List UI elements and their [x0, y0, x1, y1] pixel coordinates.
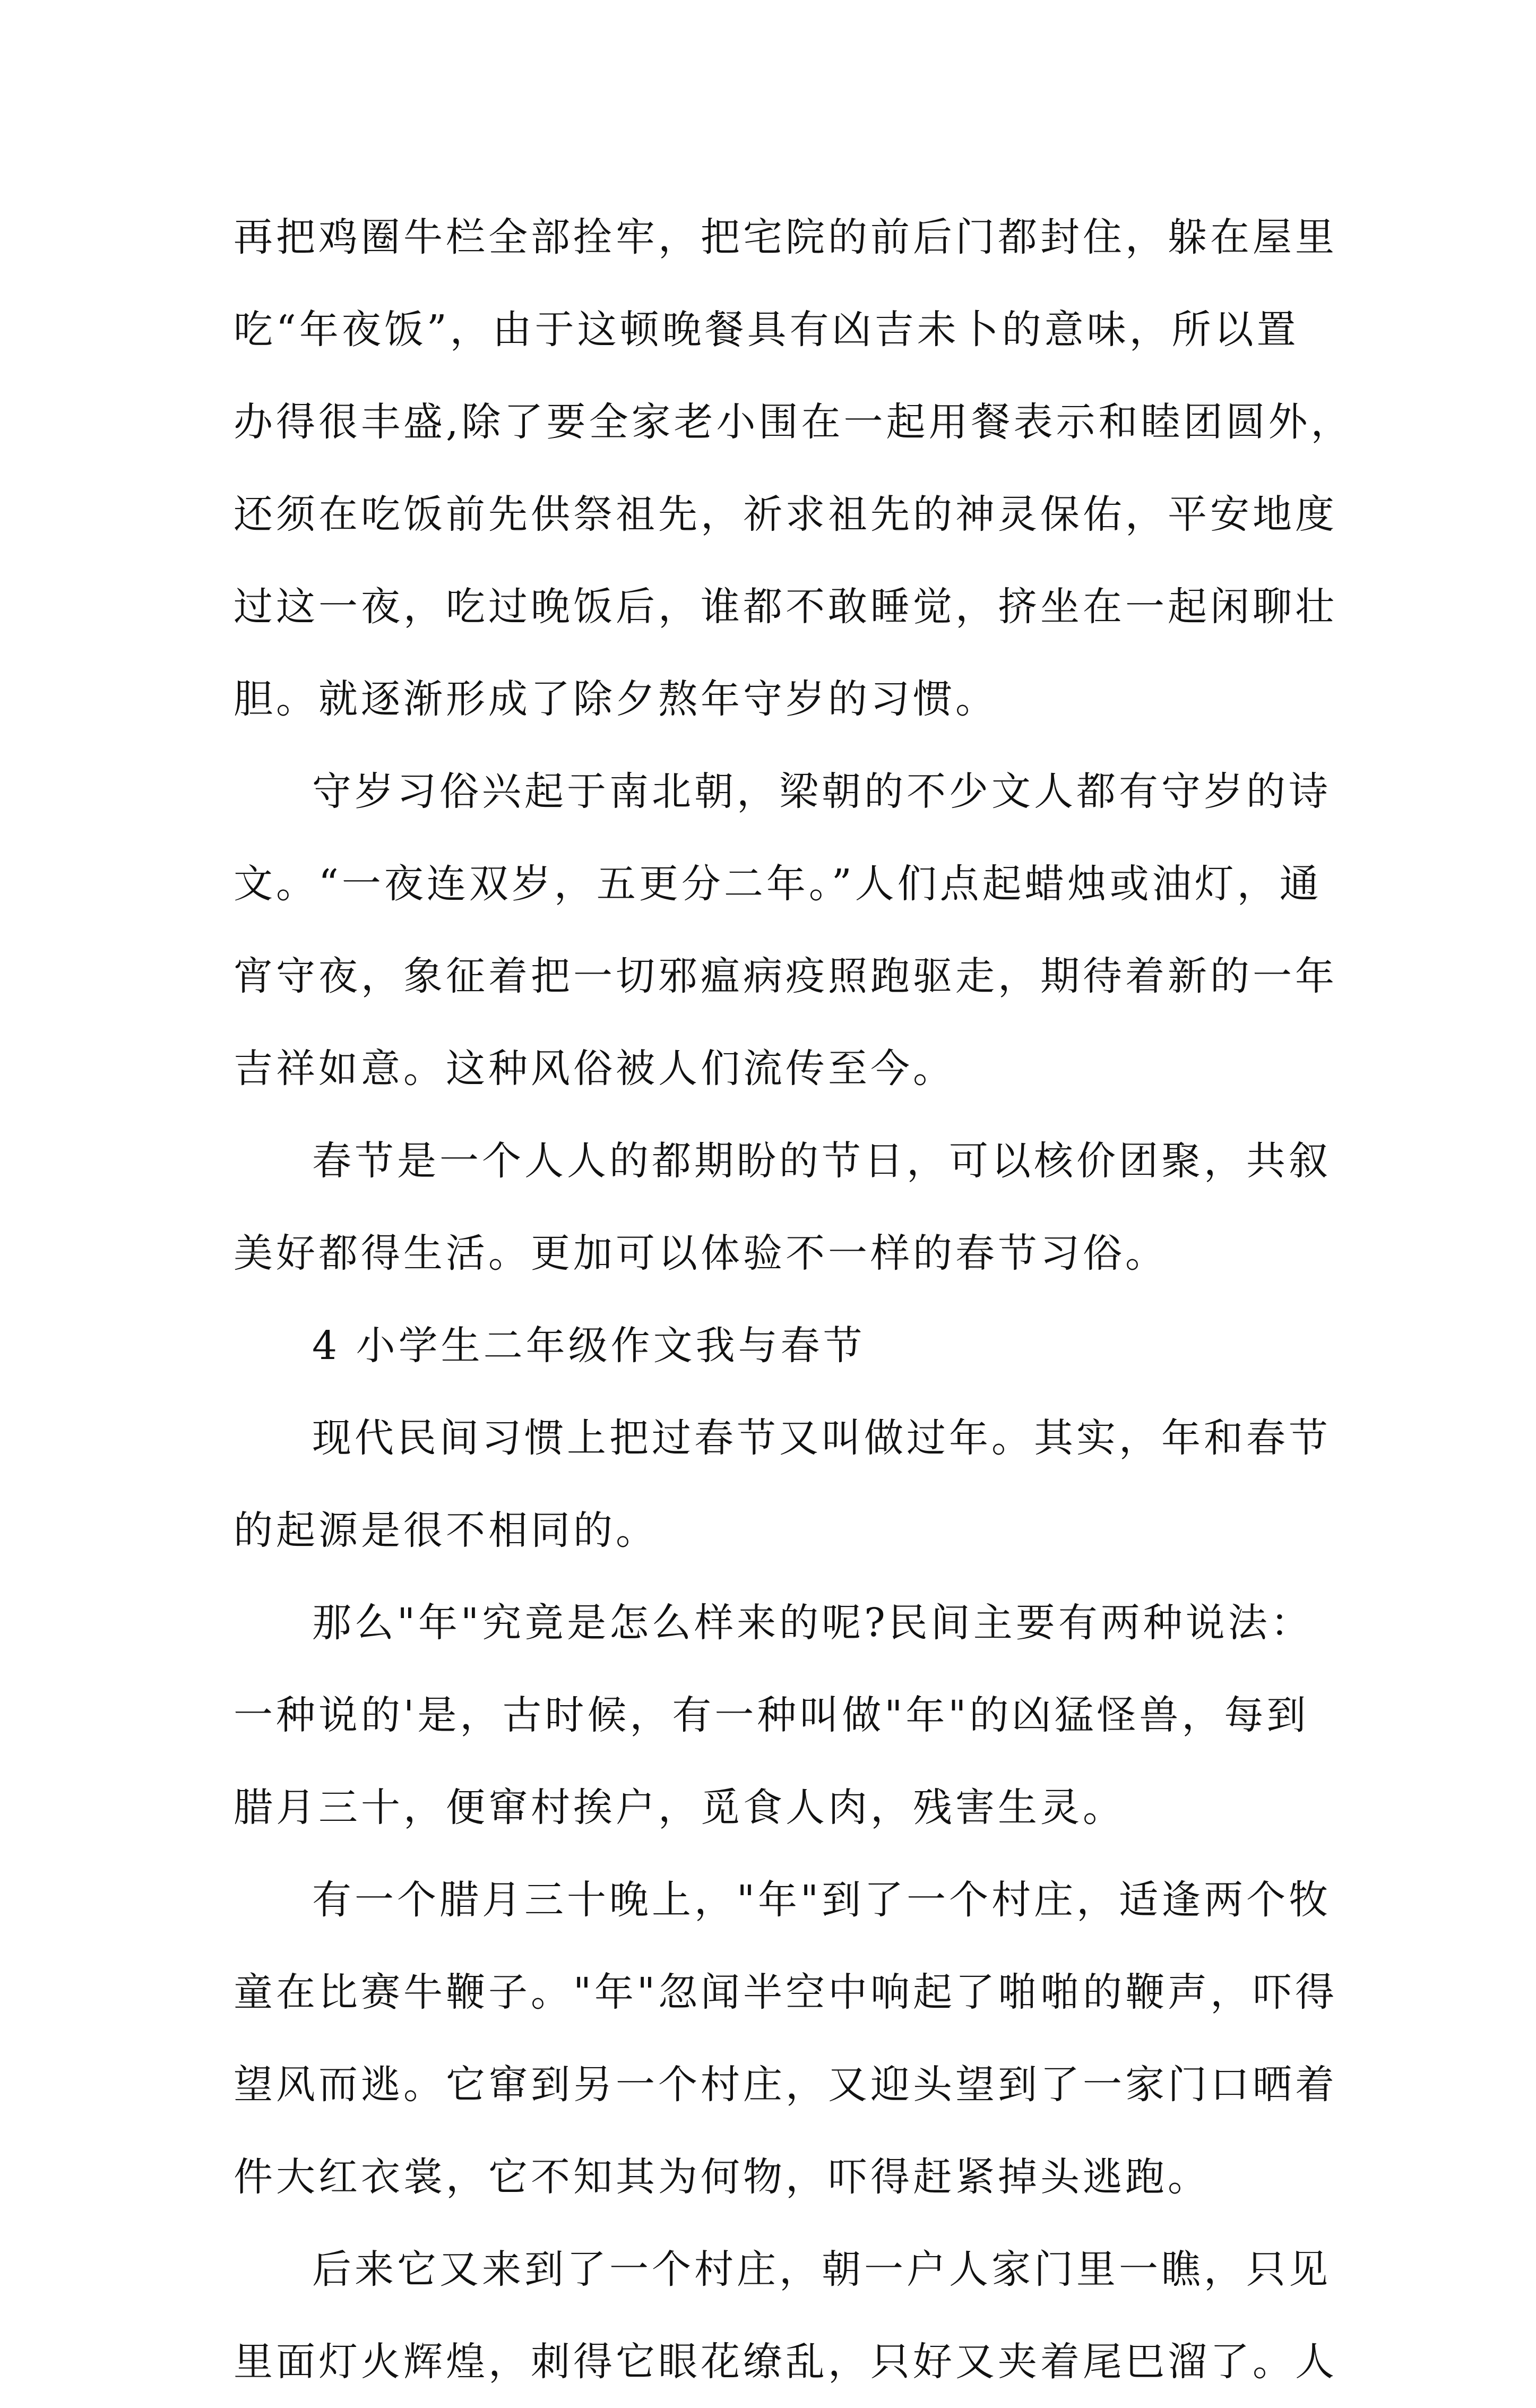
text-line: 还须在吃饭前先供祭祖先，祈求祖先的神灵保佑，平安地度 — [234, 492, 1337, 537]
text-line: 一种说的'是，古时候，有一种叫做"年"的凶猛怪兽，每到 — [234, 1692, 1309, 1738]
text-line: 的起源是很不相同的。 — [234, 1508, 658, 1553]
text-line: 吉祥如意。这种风俗被人们流传至今。 — [234, 1046, 955, 1091]
text-line: 童在比赛牛鞭子。"年"忽闻半空中响起了啪啪的鞭声，吓得 — [234, 1970, 1338, 2015]
paragraph-start-line: 守岁习俗兴起于南北朝，梁朝的不少文人都有守岁的诗 — [312, 769, 1331, 814]
text-line: 美好都得生活。更加可以体验不一样的春节习俗。 — [234, 1231, 1168, 1276]
section-heading: 4 小学生二年级作文我与春节 — [312, 1323, 866, 1369]
text-line: 里面灯火辉煌，刺得它眼花缭乱，只好又夹着尾巴溜了。人 — [234, 2339, 1337, 2385]
text-line: 件大红衣裳，它不知其为何物，吓得赶紧掉头逃跑。 — [234, 2154, 1210, 2200]
text-line: 文。“一夜连双岁，五更分二年。”人们点起蜡烛或油灯，通 — [234, 861, 1322, 907]
text-line: 腊月三十，便窜村挨户，觅食人肉，残害生灵。 — [234, 1785, 1125, 1830]
paragraph-start-line: 春节是一个人人的都期盼的节日，可以核价团聚，共叙 — [312, 1138, 1331, 1184]
text-line: 办得很丰盛,除了要全家老小围在一起用餐表示和睦团圆外， — [234, 399, 1353, 445]
paragraph-start-line: 后来它又来到了一个村庄，朝一户人家门里一瞧，只见 — [312, 2247, 1331, 2292]
text-line: 过这一夜，吃过晚饭后，谁都不敢睡觉，挤坐在一起闲聊壮 — [234, 584, 1337, 630]
paragraph-start-line: 那么"年"究竟是怎么样来的呢?民间主要有两种说法： — [312, 1600, 1313, 1646]
paragraph-start-line: 现代民间习惯上把过春节又叫做过年。其实，年和春节 — [312, 1415, 1331, 1461]
text-line: 吃“年夜饭”，由于这顿晚餐具有凶吉未卜的意味，所以置 — [234, 307, 1299, 352]
paragraph-start-line: 有一个腊月三十晚上，"年"到了一个村庄，适逢两个牧 — [312, 1877, 1332, 1923]
text-line: 宵守夜，象征着把一切邪瘟病疫照跑驱走，期待着新的一年 — [234, 953, 1337, 999]
text-line: 胆。就逐渐形成了除夕熬年守岁的习惯。 — [234, 676, 998, 722]
document-body — [234, 191, 1353, 2408]
text-line: 再把鸡圈牛栏全部拴牢，把宅院的前后门都封住，躲在屋里 — [234, 214, 1337, 260]
text-line: 望风而逃。它窜到另一个村庄，又迎头望到了一家门口晒着 — [234, 2062, 1337, 2108]
